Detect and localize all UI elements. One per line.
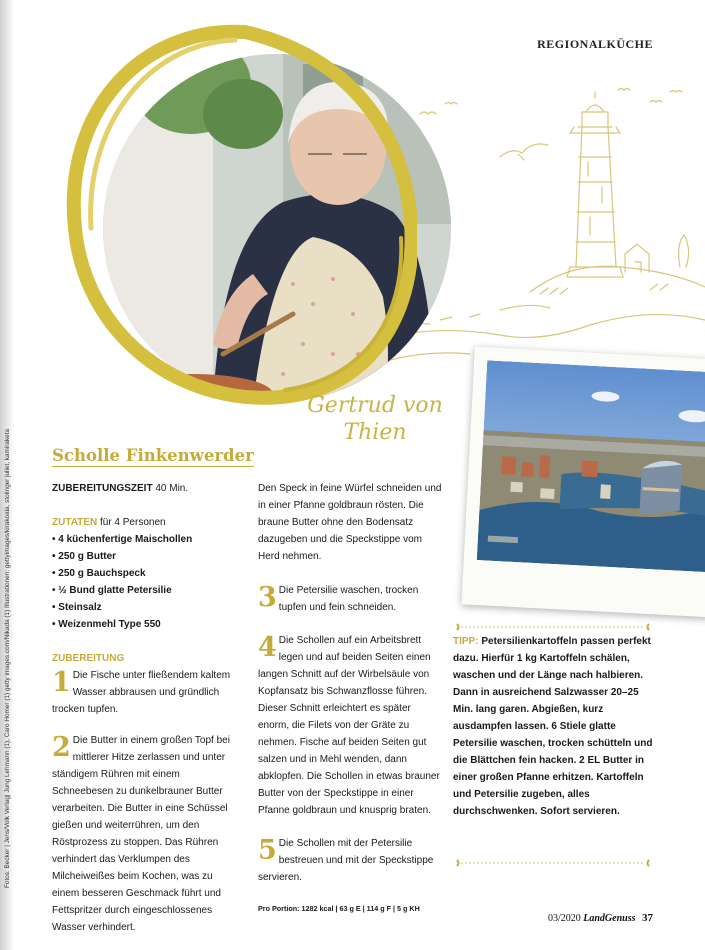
ingredients-servings: für 4 Personen bbox=[99, 517, 166, 528]
method-label: ZUBEREITUNG bbox=[52, 653, 125, 664]
step-5 bbox=[258, 835, 444, 886]
city-polaroid bbox=[461, 347, 705, 618]
portrait-photo bbox=[45, 18, 417, 413]
step-text: Die Butter in einem großen Topf bei mittlerer Hitze zerlassen und unter ständigem Rühren mit einem Schneebesen zu dunkelbrauner Butter verarbeiten. Die Butter in eine Schüssel gießen und weiterrühren, um den Röstprozess zu stoppen. Das Rühren verhindert das Verklumpen des Milcheiweißes beim Kochen, was zu einem besseren Geschmack führt und Fettspritzer durch eingeschlossenes Wasser verhindert. bbox=[52, 735, 230, 933]
ingredient-item: • Weizenmehl Type 550 bbox=[52, 616, 240, 633]
tip-divider-bottom bbox=[453, 859, 653, 867]
section-label: REGIONALKÜCHE bbox=[537, 37, 653, 51]
tip-label: TIPP: bbox=[453, 636, 479, 647]
step-1 bbox=[52, 667, 240, 718]
step-text: Den Speck in feine Würfel schneiden und in einer Pfanne goldbraun rösten. Die braune Butter ohne den Bodensatz dazugeben und die Speckstippe vom Herd nehmen. bbox=[258, 483, 442, 562]
city-aerial-image bbox=[477, 360, 705, 572]
step-number: 4 bbox=[258, 632, 277, 663]
recipe-title: Scholle Finkenwerder bbox=[52, 446, 254, 465]
step-text: Die Schollen mit der Petersilie bestreuen und mit der Speckstippe servieren. bbox=[258, 838, 434, 883]
gold-brush-ring bbox=[45, 18, 417, 413]
recipe-column-2 bbox=[258, 480, 444, 917]
tip-box bbox=[453, 633, 653, 820]
page-number: 37 bbox=[642, 912, 653, 924]
tip-divider-top bbox=[453, 623, 653, 631]
ingredients-list bbox=[52, 531, 240, 633]
nutrition-info: Pro Portion: 1282 kcal | 63 g E | 114 g F | 5 g KH bbox=[258, 904, 420, 913]
ingredient-item: • 250 g Butter bbox=[52, 548, 240, 565]
step-number: 3 bbox=[258, 582, 277, 613]
recipe-column-1 bbox=[52, 480, 240, 936]
ingredient-item: • ½ Bund glatte Petersilie bbox=[52, 582, 240, 599]
step-3 bbox=[258, 582, 444, 616]
tip-text-block bbox=[453, 633, 653, 820]
ingredients-label: ZUTATEN bbox=[52, 517, 98, 528]
ingredient-item: • 250 g Bauchspeck bbox=[52, 565, 240, 582]
prep-time-label: ZUBEREITUNGSZEIT bbox=[52, 483, 153, 494]
issue-number: 03/2020 bbox=[547, 913, 581, 924]
step-number: 1 bbox=[52, 667, 71, 698]
step-2-continued bbox=[258, 480, 444, 565]
step-number: 2 bbox=[52, 732, 71, 763]
step-2 bbox=[52, 732, 240, 936]
ingredient-item: • 4 küchenfertige Maischollen bbox=[52, 531, 240, 548]
ingredients-header bbox=[52, 514, 240, 531]
magazine-brand: LandGenuss bbox=[583, 913, 636, 924]
portrait-name-line2: Thien bbox=[343, 420, 407, 445]
prep-time-value: 40 Min. bbox=[155, 483, 189, 494]
step-number: 5 bbox=[258, 835, 277, 866]
ingredient-item: • Steinsalz bbox=[52, 599, 240, 616]
step-text: Die Fische unter fließendem kaltem Wasser abbrausen und gründlich trocken tupfen. bbox=[52, 670, 231, 715]
step-4 bbox=[258, 632, 444, 819]
prep-time bbox=[52, 480, 240, 497]
page-footer bbox=[548, 912, 653, 924]
step-text: Die Petersilie waschen, trocken tupfen und fein schneiden. bbox=[278, 585, 419, 613]
photo-credit: Fotos: Becker | Jens/Volk Verlag| Jung Lehmann (1), Caro Homer (1) getty images.com/Nikada (1) Illustrationen: gettyimages/kirakoala, stolinger juliet, kamiraketa bbox=[4, 428, 11, 888]
tip-text: Petersilienkartoffeln passen perfekt dazu. Hierfür 1 kg Kartoffeln schälen, waschen und der Länge nach halbieren. Dann in ausreichend Salzwasser 20–25 Min. lang garen. Abgießen, kurz ausdampfen lassen. 6 Stiele glatte Petersilie waschen, trocken schütteln und die Blättchen fein hacken. 2 EL Butter in einer großen Pfanne erhitzen. Kartoffeln und Petersilie zugeben, alles durchschwenken. Sofort servieren. bbox=[453, 636, 653, 817]
portrait-name-line1: Gertrud von bbox=[307, 393, 443, 418]
portrait-name bbox=[300, 392, 450, 446]
step-text: Die Schollen auf ein Arbeitsbrett legen und auf beiden Seiten einen langen Schnitt auf der Wirbelsäule von Kopfansatz bis Schwanzflosse führen. Dieser Schnitt erleichtert es später enorm, die Filets von der Gräte zu nehmen. Fische auf beiden Seiten gut salzen und in Mehl wenden, dann abklopfen. Die Schollen in etwas brauner Butter von der Speckstippe in einer Pfanne goldbraun und knusprig braten. bbox=[258, 635, 440, 816]
